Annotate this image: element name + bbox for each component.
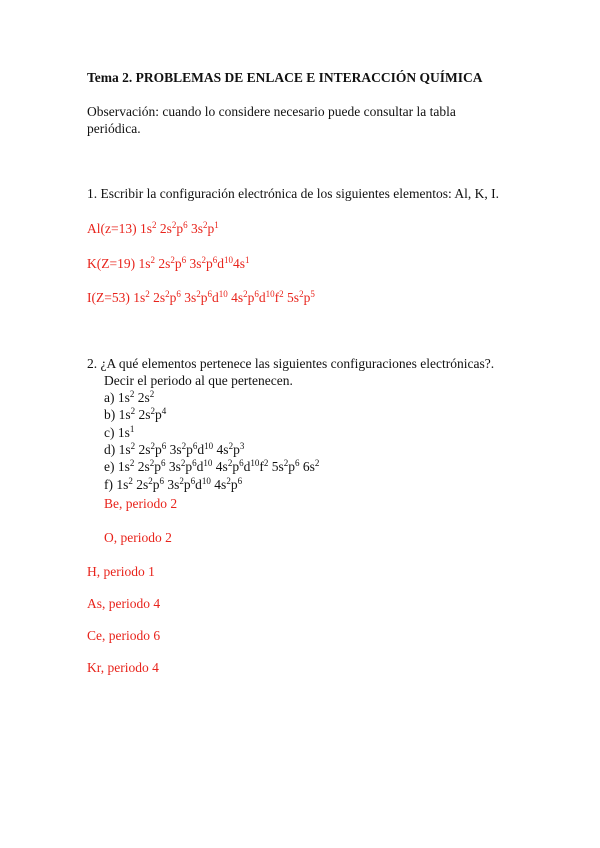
orbital-exponent: 2 — [196, 289, 201, 299]
answer-2-c: H, periodo 1 — [87, 564, 155, 579]
orbital-term: p — [207, 221, 215, 236]
orbital-term: 6s — [299, 459, 315, 474]
orbital-term: 4s — [227, 290, 244, 305]
answer-2-d: As, periodo 4 — [87, 596, 161, 611]
orbital-term: 1s — [116, 477, 129, 492]
orbital-exponent: 2 — [150, 441, 156, 451]
orbital-term: p — [154, 459, 162, 474]
electron-configuration — [118, 390, 154, 405]
orbital-term: 2s — [134, 390, 150, 405]
orbital-exponent: 6 — [212, 255, 218, 265]
answer-prefix: K(Z=19) — [87, 256, 139, 271]
orbital-term: 1s — [118, 442, 131, 457]
orbital-term: p — [303, 290, 311, 305]
orbital-term: 3s — [164, 477, 180, 492]
orbital-exponent: 6 — [176, 289, 181, 299]
orbital-exponent: 2 — [228, 441, 234, 451]
orbital-exponent: 2 — [152, 220, 157, 230]
orbital-exponent: 2 — [226, 476, 231, 486]
orbital-exponent: 2 — [180, 458, 186, 468]
answer-2-f: Kr, periodo 4 — [87, 660, 159, 675]
orbital-exponent: 6 — [192, 458, 197, 468]
orbital-exponent: 2 — [227, 458, 233, 468]
option-label: f) — [104, 477, 117, 492]
orbital-exponent: 6 — [237, 476, 243, 486]
orbital-exponent: 2 — [149, 458, 155, 468]
orbital-exponent: 2 — [130, 441, 136, 451]
option-label: b) — [104, 407, 119, 422]
orbital-exponent: 2 — [149, 389, 155, 399]
orbital-exponent: 2 — [145, 289, 150, 299]
answer-1-k — [87, 256, 250, 272]
orbital-term: 3s — [166, 442, 182, 457]
orbital-term: 2s — [135, 442, 151, 457]
orbital-exponent: 1 — [245, 255, 250, 265]
orbital-exponent: 2 — [130, 406, 136, 416]
electron-configuration — [118, 459, 319, 474]
orbital-term: 1s — [138, 256, 151, 271]
option-f — [104, 477, 242, 493]
orbital-exponent: 6 — [239, 458, 244, 468]
answer-prefix: Al(z=13) — [87, 221, 140, 236]
orbital-term: 3s — [180, 290, 197, 305]
orbital-term: p — [155, 442, 162, 457]
orbital-exponent: 2 — [179, 476, 184, 486]
orbital-term: 2s — [156, 221, 172, 236]
electron-configuration — [116, 477, 242, 492]
question-2-line-1: 2. ¿A qué elementos pertenece las siguientes configuraciones electrónicas?. — [87, 356, 495, 371]
orbital-term: d — [197, 442, 205, 457]
orbital-term: d — [195, 477, 202, 492]
orbital-term: 1s — [117, 425, 130, 440]
orbital-term: p — [200, 290, 208, 305]
answer-prefix: I(Z=53) — [87, 290, 134, 305]
orbital-term: 1s — [117, 459, 130, 474]
electron-configuration — [119, 442, 245, 457]
orbital-exponent: 2 — [279, 289, 284, 299]
orbital-exponent: 6 — [254, 289, 259, 299]
option-a — [104, 390, 154, 406]
orbital-term: d — [212, 290, 219, 305]
orbital-exponent: 1 — [129, 424, 135, 434]
electron-configuration — [119, 407, 167, 422]
orbital-term: p — [186, 442, 193, 457]
orbital-term: 5s — [283, 290, 300, 305]
orbital-term: d — [243, 459, 251, 474]
orbital-exponent: 2 — [128, 476, 133, 486]
option-label: c) — [104, 425, 118, 440]
orbital-exponent: 10 — [204, 441, 214, 451]
option-d — [104, 442, 244, 458]
answer-1-al — [87, 221, 219, 237]
orbital-term: p — [232, 459, 240, 474]
orbital-exponent: 2 — [243, 289, 248, 299]
electron-configuration — [118, 425, 135, 440]
orbital-term: p — [288, 459, 295, 474]
orbital-exponent: 6 — [183, 220, 188, 230]
orbital-exponent: 2 — [314, 458, 320, 468]
orbital-term: 2s — [149, 290, 166, 305]
orbital-term: 2s — [132, 477, 149, 492]
orbital-term: p — [174, 256, 182, 271]
orbital-exponent: 6 — [159, 476, 165, 486]
orbital-term: d — [217, 256, 225, 271]
orbital-term: p — [152, 477, 160, 492]
orbital-term: 5s — [268, 459, 284, 474]
orbital-exponent: 3 — [239, 441, 245, 451]
orbital-exponent: 2 — [129, 389, 135, 399]
orbital-exponent: 1 — [214, 220, 219, 230]
orbital-exponent: 2 — [148, 476, 153, 486]
orbital-term: p — [176, 221, 184, 236]
orbital-exponent: 5 — [310, 289, 315, 299]
orbital-term: 4s — [213, 442, 229, 457]
option-b — [104, 407, 166, 423]
electron-configuration — [138, 256, 249, 271]
orbital-term: f — [259, 459, 264, 474]
orbital-term: p — [169, 290, 177, 305]
orbital-exponent: 6 — [192, 441, 198, 451]
electron-configuration — [133, 290, 315, 305]
orbital-exponent: 2 — [171, 220, 177, 230]
option-label: a) — [104, 390, 118, 405]
orbital-term: 4s — [233, 256, 246, 271]
orbital-exponent: 2 — [203, 220, 208, 230]
orbital-term: p — [155, 407, 162, 422]
orbital-term: 1s — [133, 290, 146, 305]
answer-2-a: Be, periodo 2 — [104, 496, 178, 511]
orbital-term: 1s — [118, 407, 131, 422]
document-title: Tema 2. PROBLEMAS DE ENLACE E INTERACCIÓN QUÍMICA — [87, 70, 483, 85]
orbital-term: 2s — [134, 459, 150, 474]
orbital-exponent: 2 — [201, 255, 207, 265]
orbital-term: p — [233, 442, 240, 457]
orbital-term: 2s — [135, 407, 151, 422]
answer-2-b: O, periodo 2 — [104, 530, 172, 545]
orbital-term: p — [206, 256, 213, 271]
orbital-term: p — [183, 477, 191, 492]
electron-configuration — [140, 221, 219, 236]
orbital-term: 1s — [139, 221, 152, 236]
answer-2-e: Ce, periodo 6 — [87, 628, 161, 643]
orbital-exponent: 6 — [190, 476, 196, 486]
orbital-term: f — [274, 290, 280, 305]
orbital-term: 2s — [155, 256, 171, 271]
orbital-term: p — [185, 459, 193, 474]
orbital-exponent: 10 — [201, 476, 211, 486]
orbital-term: 3s — [186, 256, 202, 271]
observation-line-2: periódica. — [87, 121, 141, 136]
orbital-term: 3s — [165, 459, 181, 474]
orbital-term: 3s — [187, 221, 204, 236]
orbital-exponent: 6 — [161, 441, 167, 451]
orbital-term: d — [196, 459, 204, 474]
orbital-exponent: 2 — [129, 458, 135, 468]
orbital-exponent: 4 — [161, 406, 167, 416]
question-2-line-2: Decir el periodo al que pertenecen. — [104, 373, 293, 388]
orbital-term: 1s — [117, 390, 130, 405]
orbital-exponent: 6 — [181, 255, 187, 265]
answer-1-i — [87, 290, 315, 306]
orbital-term: 4s — [212, 459, 228, 474]
option-label: d) — [104, 442, 119, 457]
orbital-exponent: 2 — [299, 289, 304, 299]
orbital-term: p — [230, 477, 238, 492]
orbital-exponent: 2 — [150, 406, 156, 416]
orbital-term: p — [247, 290, 255, 305]
orbital-exponent: 6 — [207, 289, 213, 299]
orbital-exponent: 10 — [224, 255, 234, 265]
orbital-exponent: 2 — [181, 441, 187, 451]
orbital-exponent: 6 — [161, 458, 166, 468]
orbital-exponent: 2 — [263, 458, 269, 468]
orbital-exponent: 10 — [218, 289, 228, 299]
orbital-exponent: 2 — [170, 255, 175, 265]
orbital-exponent: 2 — [283, 458, 289, 468]
option-label: e) — [104, 459, 118, 474]
observation-line-1: Observación: cuando lo considere necesario puede consultar la tabla — [87, 104, 456, 119]
orbital-term: d — [258, 290, 266, 305]
orbital-exponent: 2 — [150, 255, 155, 265]
option-c — [104, 425, 134, 441]
orbital-exponent: 10 — [250, 458, 260, 468]
orbital-term: 4s — [210, 477, 227, 492]
question-1: 1. Escribir la configuración electrónica de los siguientes elementos: Al, K, I. — [87, 186, 500, 201]
orbital-exponent: 10 — [203, 458, 213, 468]
orbital-exponent: 6 — [294, 458, 300, 468]
orbital-exponent: 10 — [265, 289, 275, 299]
orbital-exponent: 2 — [165, 289, 170, 299]
option-e — [104, 459, 319, 475]
